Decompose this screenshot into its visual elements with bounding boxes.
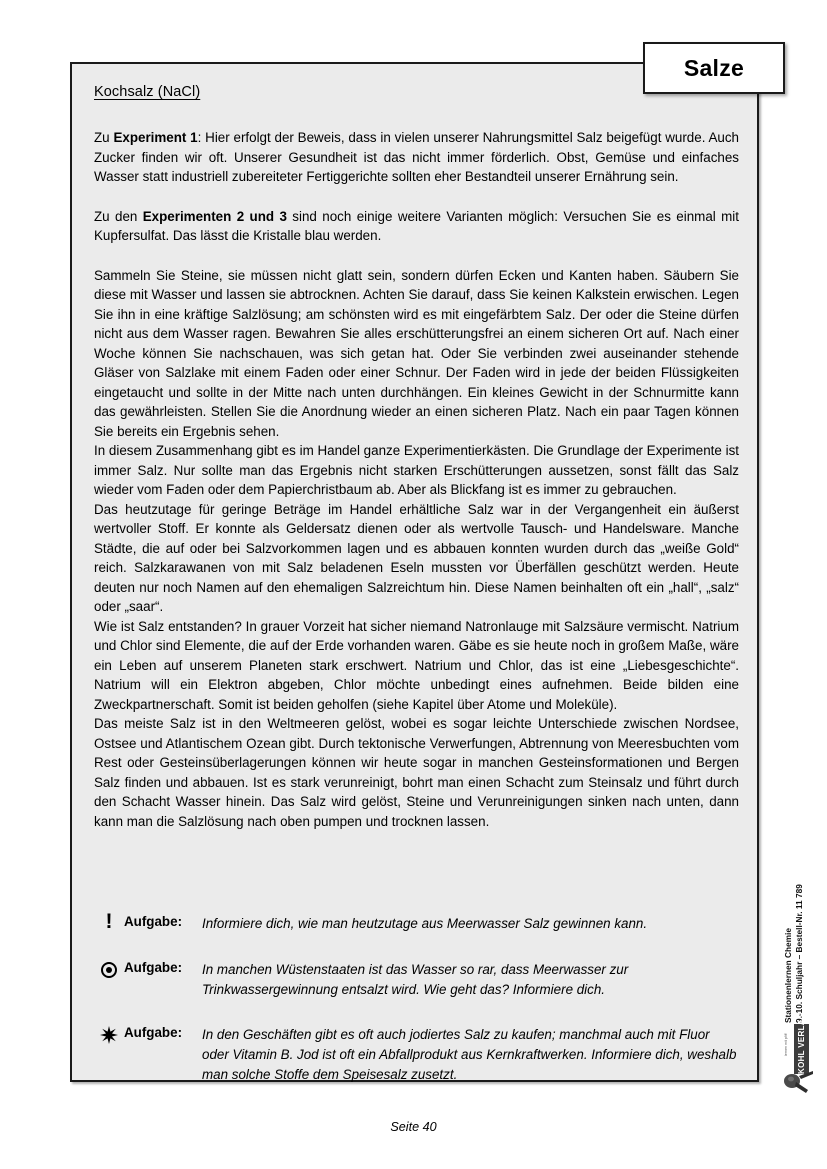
side-imprint-line-1: Stationenlernen Chemie bbox=[783, 928, 793, 1023]
paragraph-experiment-2-3 bbox=[94, 207, 739, 246]
target-icon bbox=[94, 958, 124, 983]
task-text: Informiere dich, wie man heutzutage aus Meerwasser Salz gewinnen kann. bbox=[202, 916, 648, 931]
task-text: In manchen Wüstenstaaten ist das Wasser so rar, dass Meerwasser zur Trinkwassergewinnung entsalzt wird. Wie geht das? Informiere dich. bbox=[202, 961, 629, 997]
logo-tagline: lernen mit pfiff bbox=[784, 1033, 788, 1056]
paragraph-experimentierkaesten: In diesem Zusammenhang gibt es im Handel ganze Experimentierkästen. Die Grundlage der Experimente ist immer Salz. Nur sollte man das Ergebnis nicht starken Erschütterungen aussetzen, sonst fällt das Salz wieder vom Faden oder dem Papierchristbaum ab. Aber als Blickfang ist es immer zu gebrauchen. bbox=[94, 443, 739, 497]
paragraph-weltmeere: Das meiste Salz ist in den Weltmeeren gelöst, wobei es sogar leichte Unterschiede zwischen Nordsee, Ostsee und Atlantischem Ozean gibt. Durch tektonische Verwerfungen, Abtrennung von Meeresbuchten vom Rest oder Gesteinsüberlagerungen können wir heute sogar in manchen Gesteinsformationen und Bergen Salz finden und abbauen. Ist es stark verunreinigt, bohrt man einen Schacht zum Steinsalz und führt durch den Schacht Wasser hinein. Das Salz wird gelöst, Steine und Verunreinigungen sinken nach unten, dann kann man die Salzlösung nach oben pumpen und trocknen lassen. bbox=[94, 716, 739, 829]
task-row bbox=[94, 958, 739, 1000]
section-heading: Kochsalz (NaCl) bbox=[94, 84, 201, 100]
content-panel bbox=[70, 62, 759, 1082]
paragraph-salz-entstehung: Wie ist Salz entstanden? In grauer Vorzeit hat sicher niemand Natronlauge mit Salzsäure vermischt. Natrium und Chlor sind Elemente, die auf der Erde vorhanden waren. Gäbe es sie heute noch in großem Maße, wäre ein Leben auf unserem Planeten stark erschwert. Natrium und Chlor, das ist eine „Liebesgeschichte“. Natrium will ein Elektron abgeben, Chlor möchte unbedingt eines aufnehmen. Beide bilden eine Zweckpartnerschaft. Somit ist beiden geholfen (siehe Kapitel über Atome und Moleküle). bbox=[94, 618, 739, 712]
publisher-logo bbox=[782, 1012, 822, 1094]
exclamation-icon: ! bbox=[105, 910, 113, 933]
task-label: Aufgabe: bbox=[124, 959, 183, 975]
paragraph-steine: Sammeln Sie Steine, sie müssen nicht glatt sein, sondern dürfen Ecken und Kanten haben. Säubern Sie diese mit Wasser und lassen sie abtrocknen. Achten Sie darauf, dass Sie keinen Kalkstein erwischen. Legen Sie ihn in eine kräftige Salzlösung; am schönsten wird es mit eingefärbtem Salz. Der oder die Steine dürfen nicht aus dem Wasser ragen. Bewahren Sie alles erschütterungsfrei an einem sicheren Ort auf. Nach einer Woche können Sie nachschauen, was sich getan hat. Oder Sie verbinden zwei auseinander stehende Gläser von Salzlake mit einem Faden oder einer Schnur. Der Faden wird in jede der beiden Flüssigkeiten eingetaucht und sollte in der Mitte nach unten durchhängen. Ein kleines Gewicht in der Schnurmitte kann das gewährleisten. Stellen Sie die Anordnung wieder an einen sicheren Platz. Nach ein paar Tagen können Sie bereits ein Ergebnis sehen. bbox=[94, 267, 739, 439]
paragraph-1-prefix: Zu bbox=[94, 130, 114, 145]
side-imprint-line-2: 9.-10. Schuljahr – Bestell-Nr. 11 789 bbox=[794, 884, 805, 1023]
task-label: Aufgabe: bbox=[124, 914, 183, 929]
logo-mark-icon bbox=[782, 1068, 816, 1094]
side-imprint bbox=[783, 833, 807, 1023]
task-row bbox=[94, 1023, 739, 1084]
logo-wordmark: KOHL VERLAG bbox=[794, 1024, 809, 1074]
paragraph-salz-geschichte: Das heutzutage für geringe Beträge im Handel erhältliche Salz war in der Vergangenheit ein äußerst wertvoller Stoff. Er konnte als Geldersatz dienen oder als wertvolle Tausch- und Handelsware. Manche Städte, die auf oder bei Salzvorkommen lagen und es abbauen konnten wurden durch das „weiße Gold“ reich. Salzkarawanen von mit Salz beladenen Eseln mussten vor Überfällen geschützt werden. Heute deuten nur noch Namen auf den ehemaligen Salzreichtum hin. Diese Namen beinhalten oft ein „hall“, „salz“ oder „saar“. bbox=[94, 501, 739, 614]
paragraph-2-bold: Experimenten 2 und 3 bbox=[142, 208, 287, 224]
star-icon bbox=[94, 1023, 124, 1049]
page-number: Seite 40 bbox=[390, 1120, 437, 1134]
chapter-title: Salze bbox=[683, 54, 745, 81]
paragraph-2-prefix: Zu den bbox=[94, 208, 143, 224]
paragraph-2-rest: sind noch einige weitere Varianten möglich: Versuchen Sie es einmal mit Kupfersulfat. Das lässt die Kristalle blau werden. bbox=[94, 208, 739, 243]
paragraph-1-rest: : Hier erfolgt der Beweis, dass in vielen unserer Nahrungsmittel Salz beigefügt wurde. Auch Zucker finden wir oft. Unserer Gesundheit ist das nicht immer förderlich. Obst, Gemüse und einfaches Wasser statt industriell zubereiteter Fertiggerichte sollten eher Bestandteil unserer Ernährung sein. bbox=[94, 130, 739, 184]
page-footer bbox=[0, 1120, 827, 1134]
task-text: In den Geschäften gibt es oft auch jodiertes Salz zu kaufen; manchmal auch mit Fluor oder Vitamin B. Jod ist oft ein Abfallprodukt aus Kernkraftwerken. Informiere dich, weshalb man solche Stoffe dem Speisesalz zusetzt. bbox=[202, 1027, 737, 1083]
chapter-title-tab bbox=[643, 42, 785, 94]
task-label: Aufgabe: bbox=[124, 1025, 183, 1041]
paragraph-1-bold: Experiment 1 bbox=[113, 130, 198, 145]
task-row bbox=[94, 912, 739, 934]
task-list bbox=[94, 912, 739, 1085]
content-text-column bbox=[94, 84, 739, 831]
paragraph-experiment-1 bbox=[94, 128, 739, 187]
